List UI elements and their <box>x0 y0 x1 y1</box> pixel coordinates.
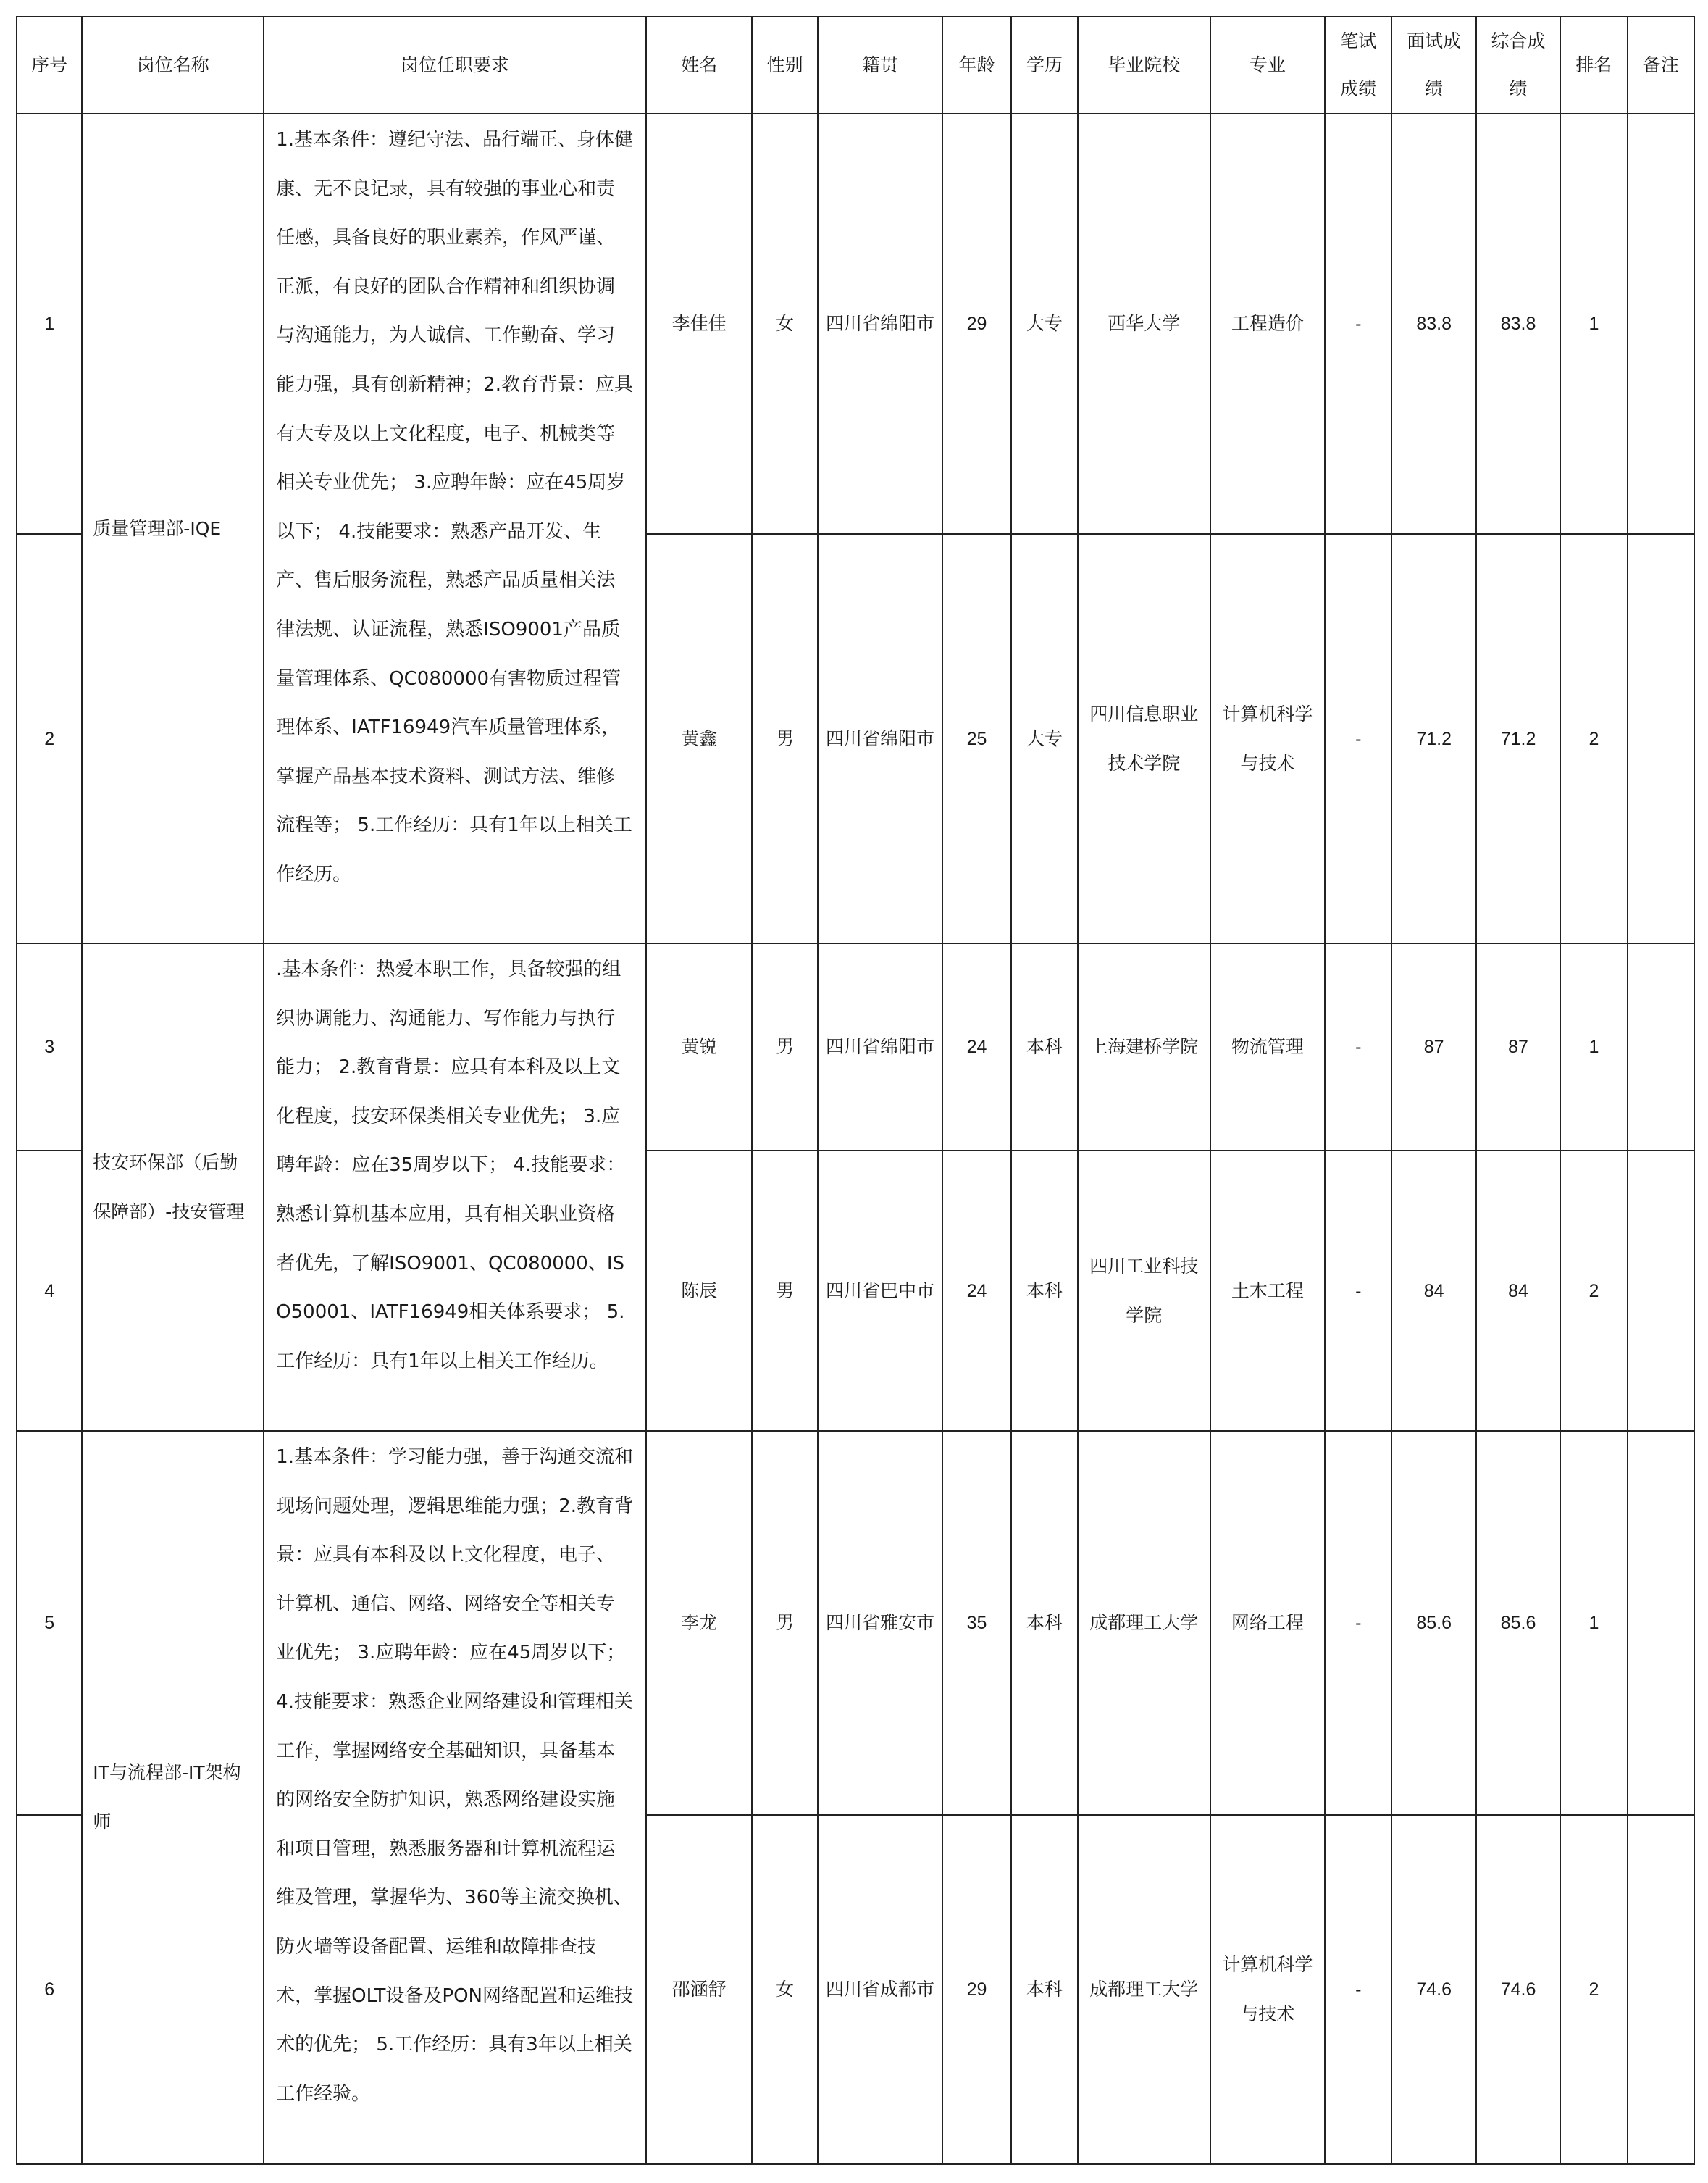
cell-written-score: - <box>1325 534 1391 943</box>
cell-rank: 2 <box>1560 1151 1627 1431</box>
cell-major: 物流管理 <box>1210 943 1326 1151</box>
cell-gender: 女 <box>752 114 817 534</box>
cell-age: 24 <box>942 943 1010 1151</box>
header-total-score: 综合成绩 <box>1476 17 1560 114</box>
results-table <box>16 16 1695 2165</box>
cell-school: 四川工业科技学院 <box>1078 1151 1210 1431</box>
cell-school: 成都理工大学 <box>1078 1815 1210 2164</box>
cell-major: 计算机科学与技术 <box>1210 534 1326 943</box>
cell-major: 网络工程 <box>1210 1431 1326 1815</box>
cell-interview-score: 74.6 <box>1391 1815 1475 2164</box>
header-rank: 排名 <box>1560 17 1627 114</box>
header-origin: 籍贯 <box>818 17 943 114</box>
header-remark: 备注 <box>1628 17 1694 114</box>
table-row <box>17 943 1694 1151</box>
cell-gender: 男 <box>752 943 817 1151</box>
cell-remark <box>1628 943 1694 1151</box>
cell-written-score: - <box>1325 943 1391 1151</box>
cell-requirements: 1.基本条件：学习能力强，善于沟通交流和现场问题处理，逻辑思维能力强；2.教育背景：应具有本科及以上文化程度，电子、计算机、通信、网络、网络安全等相关专业优先； 3.应聘年龄：应在45周岁以下； 4.技能要求：熟悉企业网络建设和管理相关工作，掌握网络安全基础知识，具备基本的网络安全防护知识，熟悉网络建设实施和项目管理，熟悉服务器和计算机流程运维及管理，掌握华为、360等主流交换机、防火墙等设备配置、运维和故障排查技术，掌握OLT设备及PON网络配置和运维技术的优先； 5.工作经历：具有3年以上相关工作经验。 <box>264 1431 646 2164</box>
cell-rank: 1 <box>1560 1431 1627 1815</box>
cell-total-score: 84 <box>1476 1151 1560 1431</box>
cell-age: 29 <box>942 1815 1010 2164</box>
cell-origin: 四川省成都市 <box>818 1815 943 2164</box>
cell-name: 陈辰 <box>646 1151 753 1431</box>
cell-age: 25 <box>942 534 1010 943</box>
cell-post: 质量管理部-IQE <box>82 114 264 943</box>
cell-rank: 1 <box>1560 114 1627 534</box>
cell-seq: 5 <box>17 1431 82 1815</box>
cell-major: 工程造价 <box>1210 114 1326 534</box>
cell-origin: 四川省巴中市 <box>818 1151 943 1431</box>
header-written-score: 笔试成绩 <box>1325 17 1391 114</box>
cell-remark <box>1628 534 1694 943</box>
cell-education: 大专 <box>1011 534 1078 943</box>
cell-origin: 四川省雅安市 <box>818 1431 943 1815</box>
cell-written-score: - <box>1325 1151 1391 1431</box>
header-gender: 性别 <box>752 17 817 114</box>
cell-gender: 男 <box>752 1151 817 1431</box>
cell-interview-score: 83.8 <box>1391 114 1475 534</box>
cell-origin: 四川省绵阳市 <box>818 114 943 534</box>
cell-written-score: - <box>1325 1431 1391 1815</box>
header-requirements: 岗位任职要求 <box>264 17 646 114</box>
cell-seq: 2 <box>17 534 82 943</box>
cell-remark <box>1628 114 1694 534</box>
header-age: 年龄 <box>942 17 1010 114</box>
cell-school: 四川信息职业技术学院 <box>1078 534 1210 943</box>
cell-seq: 1 <box>17 114 82 534</box>
cell-interview-score: 85.6 <box>1391 1431 1475 1815</box>
cell-remark <box>1628 1151 1694 1431</box>
cell-education: 本科 <box>1011 1151 1078 1431</box>
cell-written-score: - <box>1325 1815 1391 2164</box>
cell-remark <box>1628 1431 1694 1815</box>
cell-name: 邵涵舒 <box>646 1815 753 2164</box>
cell-age: 35 <box>942 1431 1010 1815</box>
cell-requirements: 1.基本条件：遵纪守法、品行端正、身体健康、无不良记录，具有较强的事业心和责任感，具备良好的职业素养，作风严谨、正派，有良好的团队合作精神和组织协调与沟通能力，为人诚信、工作勤奋、学习能力强，具有创新精神；2.教育背景：应具有大专及以上文化程度，电子、机械类等相关专业优先； 3.应聘年龄：应在45周岁以下； 4.技能要求：熟悉产品开发、生产、售后服务流程，熟悉产品质量相关法律法规、认证流程，熟悉ISO9001产品质量管理体系、QC080000有害物质过程管理体系、IATF16949汽车质量管理体系，掌握产品基本技术资料、测试方法、维修流程等； 5.工作经历：具有1年以上相关工作经历。 <box>264 114 646 943</box>
header-row <box>17 17 1694 114</box>
cell-origin: 四川省绵阳市 <box>818 943 943 1151</box>
cell-school: 成都理工大学 <box>1078 1431 1210 1815</box>
cell-age: 24 <box>942 1151 1010 1431</box>
header-major: 专业 <box>1210 17 1326 114</box>
cell-school: 西华大学 <box>1078 114 1210 534</box>
cell-rank: 1 <box>1560 943 1627 1151</box>
header-interview-score: 面试成绩 <box>1391 17 1475 114</box>
cell-seq: 4 <box>17 1151 82 1431</box>
table-row <box>17 114 1694 534</box>
cell-origin: 四川省绵阳市 <box>818 534 943 943</box>
cell-gender: 女 <box>752 1815 817 2164</box>
cell-education: 本科 <box>1011 1815 1078 2164</box>
cell-rank: 2 <box>1560 1815 1627 2164</box>
cell-total-score: 74.6 <box>1476 1815 1560 2164</box>
cell-requirements: .基本条件：热爱本职工作，具备较强的组织协调能力、沟通能力、写作能力与执行能力； 2.教育背景：应具有本科及以上文化程度，技安环保类相关专业优先； 3.应聘年龄：应在35周岁以下； 4.技能要求：熟悉计算机基本应用，具有相关职业资格者优先，了解ISO9001、QC080000、ISO50001、IATF16949相关体系要求； 5.工作经历：具有1年以上相关工作经历。 <box>264 943 646 1431</box>
cell-interview-score: 87 <box>1391 943 1475 1151</box>
cell-remark <box>1628 1815 1694 2164</box>
header-education: 学历 <box>1011 17 1078 114</box>
cell-total-score: 87 <box>1476 943 1560 1151</box>
cell-major: 土木工程 <box>1210 1151 1326 1431</box>
cell-rank: 2 <box>1560 534 1627 943</box>
cell-name: 李佳佳 <box>646 114 753 534</box>
cell-written-score: - <box>1325 114 1391 534</box>
cell-name: 黄锐 <box>646 943 753 1151</box>
cell-gender: 男 <box>752 534 817 943</box>
cell-major: 计算机科学与技术 <box>1210 1815 1326 2164</box>
cell-name: 李龙 <box>646 1431 753 1815</box>
cell-post: 技安环保部（后勤保障部）-技安管理 <box>82 943 264 1431</box>
cell-education: 大专 <box>1011 114 1078 534</box>
cell-education: 本科 <box>1011 1431 1078 1815</box>
cell-age: 29 <box>942 114 1010 534</box>
header-school: 毕业院校 <box>1078 17 1210 114</box>
header-name: 姓名 <box>646 17 753 114</box>
cell-seq: 6 <box>17 1815 82 2164</box>
cell-seq: 3 <box>17 943 82 1151</box>
header-post: 岗位名称 <box>82 17 264 114</box>
cell-total-score: 85.6 <box>1476 1431 1560 1815</box>
cell-post: IT与流程部-IT架构师 <box>82 1431 264 2164</box>
cell-gender: 男 <box>752 1431 817 1815</box>
cell-interview-score: 71.2 <box>1391 534 1475 943</box>
cell-education: 本科 <box>1011 943 1078 1151</box>
table-row <box>17 1431 1694 1815</box>
cell-total-score: 83.8 <box>1476 114 1560 534</box>
cell-total-score: 71.2 <box>1476 534 1560 943</box>
cell-interview-score: 84 <box>1391 1151 1475 1431</box>
cell-school: 上海建桥学院 <box>1078 943 1210 1151</box>
header-seq: 序号 <box>17 17 82 114</box>
cell-name: 黄鑫 <box>646 534 753 943</box>
